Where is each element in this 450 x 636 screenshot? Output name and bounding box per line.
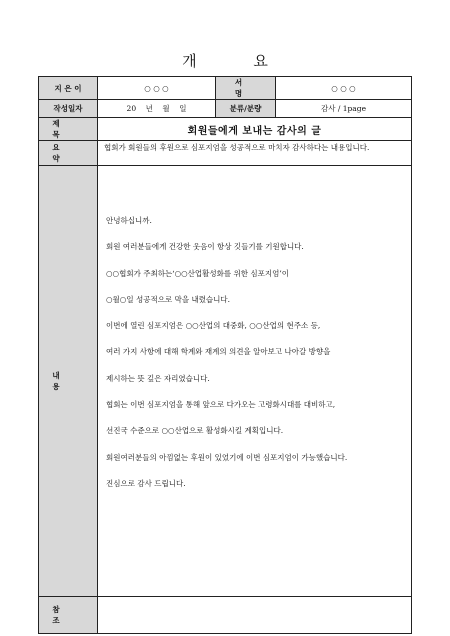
author-row <box>39 77 412 100</box>
content-line: 진심으로 감사 드립니다. <box>106 478 186 488</box>
date-label: 작성일자 <box>39 100 98 118</box>
content-line: 제시하는 뜻 깊은 자리였습니다. <box>106 373 210 383</box>
content-label <box>39 166 98 597</box>
subject-row <box>39 118 412 141</box>
summary-label <box>39 141 98 166</box>
content-line: ○월○일 성공적으로 막을 내렸습니다. <box>106 294 231 304</box>
content-line: 회원 여러분들에게 건강한 웃음이 항상 깃들기를 기원합니다. <box>106 242 304 252</box>
summary-value[interactable]: 협회가 회원들의 후원으로 심포지엄을 성공적으로 마치자 감사하다는 내용입니다. <box>98 141 412 166</box>
overview-form <box>38 76 412 634</box>
content-body[interactable] <box>98 166 412 597</box>
author-label: 지 은 이 <box>39 77 98 100</box>
signature-label <box>216 77 276 100</box>
content-line: 선진국 수준으로 ○○산업으로 활성화시킬 계획입니다. <box>106 426 284 436</box>
reference-label <box>39 597 98 634</box>
content-line: 이번에 열린 심포지엄은 ○○산업의 대중화, ○○산업의 현주소 등, <box>106 321 321 331</box>
reference-row <box>39 597 412 634</box>
date-value[interactable]: 20 년 월 일 <box>98 100 216 118</box>
content-line: 여러 가지 사항에 대해 학계와 재계의 의견을 알아보고 나아갈 방향을 <box>106 347 331 357</box>
summary-row <box>39 141 412 166</box>
category-label: 분류/분량 <box>216 100 276 118</box>
content-row <box>39 166 412 597</box>
content-line: 안녕하십니까. <box>106 216 152 225</box>
content-label-text: 내 용 <box>52 371 84 391</box>
signature-value[interactable]: ○ ○ ○ <box>276 77 412 100</box>
content-line: 협회는 이번 심포지엄을 통해 앞으로 다가오는 고령화시대를 대비하고, <box>106 400 336 410</box>
content-line: ○○협회가 주최하는‘○○산업활성화를 위한 심포지엄’이 <box>106 268 289 278</box>
category-value[interactable]: 감사 / 1page <box>276 100 412 118</box>
subject-label-text: 제 목 <box>52 119 84 139</box>
reference-label-text: 참 조 <box>52 605 84 625</box>
content-line: 회원여러분들의 아낌없는 후원이 있었기에 이번 심포지엄이 가능했습니다. <box>106 452 348 462</box>
subject-value[interactable]: 회원들에게 보내는 감사의 글 <box>98 118 412 141</box>
summary-label-text: 요 약 <box>52 143 84 163</box>
subject-label <box>39 118 98 141</box>
date-row <box>39 100 412 118</box>
reference-value[interactable] <box>98 597 412 634</box>
page-title: 개 요 <box>182 52 294 70</box>
author-value[interactable]: ○ ○ ○ <box>98 77 216 100</box>
signature-label-text: 서 명 <box>234 78 257 98</box>
